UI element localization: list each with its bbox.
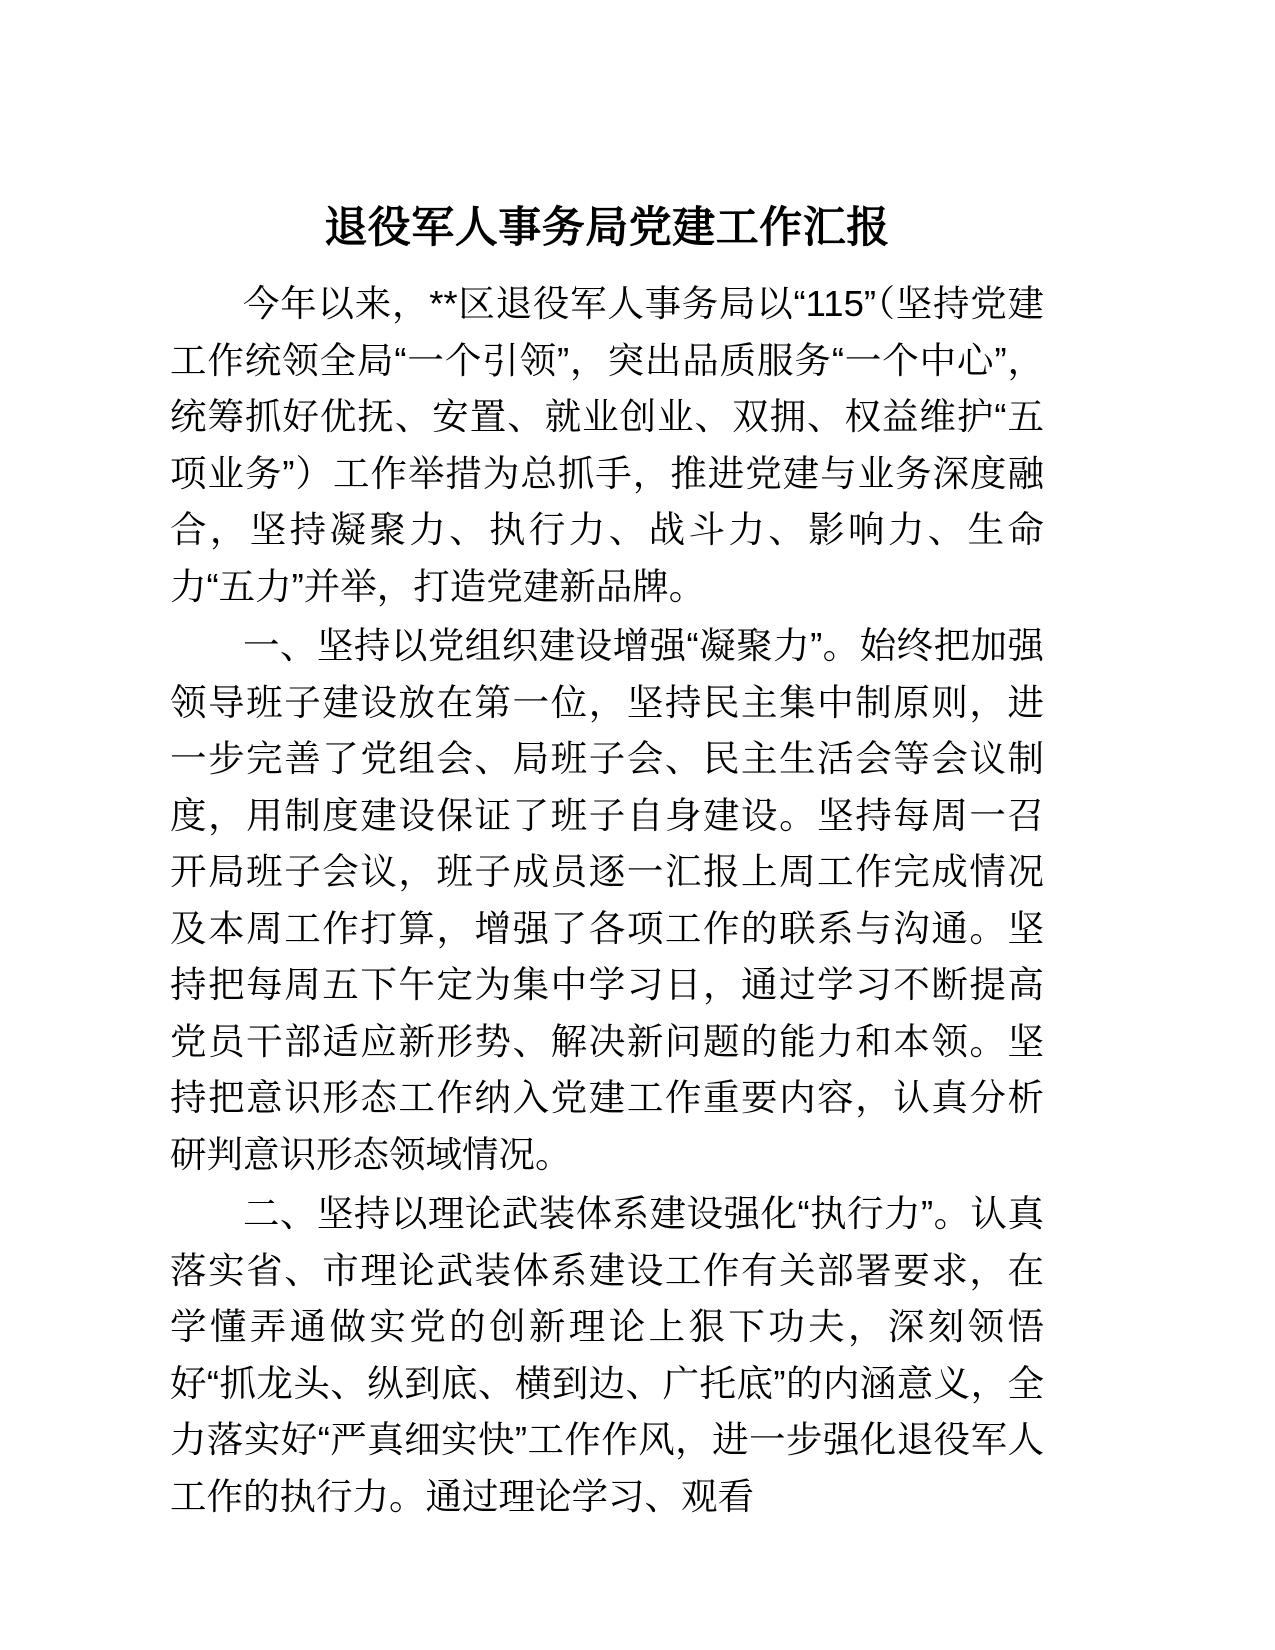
paragraph-section-one: 一、坚持以党组织建设增强“凝聚力”。始终把加强领导班子建设放在第一位，坚持民主集中制原则，进一步完善了党组会、局班子会、民主生活会等会议制度，用制度建设保证了班子自身建设。坚持每周一召开局班子会议，班子成员逐一汇报上周工作完成情况及本周工作打算，增强了各项工作的联系与沟通。坚持把每周五下午定为集中学习日，通过学习不断提高党员干部适应新形势、解决新问题的能力和本领。坚持把意识形态工作纳入党建工作重要内容，认真分析研判意识形态领域情况。 — [170, 625, 1044, 1175]
document-body — [170, 196, 1044, 1525]
paragraph-intro: 今年以来，**区退役军人事务局以“115”（坚持党建工作统领全局“一个引领”，突出品质服务“一个中心”，统筹抓好优抚、安置、就业创业、双拥、权益维护“五项业务”）工作举措为总抓手，推进党建与业务深度融合，坚持凝聚力、执行力、战斗力、影响力、生命力“五力”并举，打造党建新品牌。 — [170, 283, 1044, 607]
page-title: 退役军人事务局党建工作汇报 — [324, 204, 890, 252]
paragraph-section-two: 二、坚持以理论武装体系建设强化“执行力”。认真落实省、市理论武装体系建设工作有关部署要求，在学懂弄通做实党的创新理论上狠下功夫，深刻领悟好“抓龙头、纵到底、横到边、广托底”的内涵意义，全力落实好“严真细实快”工作作风，进一步强化退役军人工作的执行力。通过理论学习、观看 — [170, 1193, 1044, 1517]
